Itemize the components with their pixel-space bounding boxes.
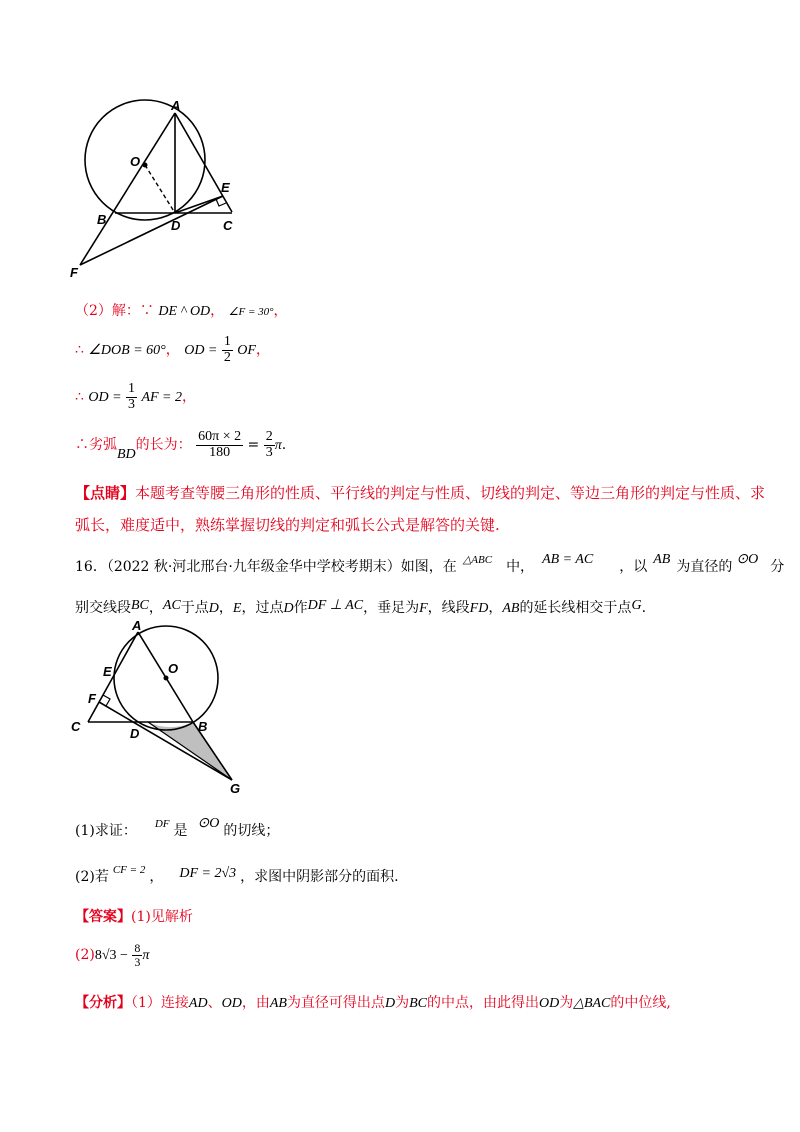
fig1-line-DE — [175, 196, 223, 213]
q2-cf: CF = 2 — [112, 864, 146, 876]
arc-text: ∴劣弧 — [75, 437, 117, 454]
arc-text-2: 的长为： — [135, 437, 192, 454]
fig2-label-G: G — [230, 781, 241, 795]
p16-l2f: 作 — [293, 600, 308, 616]
figure-2-circle-triangle — [60, 615, 270, 795]
problem-16-line-2 — [75, 597, 646, 617]
solution-line-4 — [75, 429, 287, 463]
p16-l2c: 于点 — [180, 600, 209, 616]
tri-abc: △ABC — [462, 554, 493, 566]
q2-a: (2)若 — [75, 869, 109, 885]
ab-eq-ac: AB = AC — [542, 552, 594, 567]
fig1-point-O — [143, 163, 148, 168]
p16-t2: ，以 — [619, 559, 648, 575]
fig2-line-FG — [99, 702, 232, 780]
end-2: ， — [255, 342, 270, 359]
q2-b: ， — [149, 869, 164, 885]
analysis-tag: 【分析】 — [75, 995, 131, 1011]
p16-l2i: ， — [488, 600, 503, 616]
p16-l2a: 别交线段 — [75, 600, 131, 616]
answer-2-expr: 8√3 − — [94, 948, 128, 964]
p16-l2b: ， — [148, 600, 163, 616]
answer-1: (1)见解析 — [131, 909, 193, 925]
arc-bd: BD — [117, 447, 136, 463]
frac-1-2: $\frac{1}{2}$ — [223, 334, 231, 365]
therefore-3: ∴ — [75, 389, 84, 406]
frac-2-3: $\frac{2}{3}$ — [265, 429, 273, 460]
g: G — [631, 598, 642, 613]
sol-cond1: DE ^ OD — [158, 304, 211, 319]
p16-l2k: . — [641, 600, 647, 616]
p16-l2e: ，过点 — [241, 600, 284, 616]
an-ab: AB — [269, 996, 287, 1011]
question-1 — [75, 816, 280, 840]
problem-source: （2022 秋·河北邢台·九年级金华中学校考期末）如图，在 — [106, 559, 457, 575]
p16-t4: 分 — [770, 559, 785, 575]
solution-line-1 — [75, 300, 288, 320]
p16-l2g: ，垂足为 — [363, 600, 420, 616]
arc-pi: π — [274, 438, 282, 454]
an-t7: 为 — [559, 995, 574, 1011]
d: D — [208, 601, 219, 616]
arc-eq: = — [247, 437, 260, 454]
e: E — [232, 601, 242, 616]
q1-c: 的切线； — [223, 823, 280, 839]
sol-prefix: （2）解：∵ — [75, 303, 154, 319]
q1-b: 是 — [173, 823, 188, 839]
fig2-label-O: O — [168, 661, 179, 676]
analysis-line-1 — [75, 992, 671, 1012]
comment-text-1: 本题考查等腰三角形的性质、平行线的判定与性质、切线的判定、等边三角形的判定与性质、求 — [135, 484, 766, 502]
solution-line-2 — [75, 335, 270, 365]
fig1-label-C: C — [223, 218, 233, 233]
p16-t1: 中， — [506, 559, 535, 575]
sol-cond2: ∠F = 30° — [228, 306, 274, 318]
comment-line-1 — [75, 482, 765, 503]
figure-1-circle-triangle — [60, 95, 260, 285]
q2-df: DF = 2√3 — [179, 866, 237, 881]
fig1-line-AC — [175, 113, 232, 212]
df-perp-ac: DF ⊥ AC — [307, 598, 364, 613]
solution-line-3 — [75, 382, 196, 412]
f: F — [419, 601, 428, 616]
ab-2: AB — [502, 601, 520, 616]
fig2-label-F: F — [88, 691, 96, 706]
p16-l2h: ，线段 — [427, 600, 470, 616]
answer-line-1 — [75, 906, 193, 926]
answer-2-pi: π — [142, 948, 150, 964]
an-t6: 的中点，由此得出 — [426, 995, 539, 1011]
sep-2: ， — [165, 342, 180, 359]
answer-line-2 — [75, 942, 149, 968]
answer-tag: 【答案】 — [75, 909, 131, 925]
an-t8: 的中位线, — [610, 995, 671, 1011]
fig2-label-E: E — [103, 664, 112, 679]
answer-2-pre: (2) — [75, 947, 95, 964]
of: OF — [237, 343, 256, 359]
bc: BC — [131, 598, 149, 613]
sol-sep1: ， — [210, 303, 225, 319]
fig2-label-C: C — [71, 719, 81, 734]
an-bc: BC — [409, 996, 427, 1011]
sol-end1: ， — [273, 303, 288, 319]
circle-o: ⊙O — [736, 552, 759, 567]
angle-dob: ∠DOB = 60° — [88, 343, 166, 359]
comment-line-2: 弧长，难度适中，熟练掌握切线的判定和弧长公式是解答的关键. — [75, 516, 500, 534]
od-eq-3: OD = — [88, 390, 122, 406]
q1-circle: ⊙O — [197, 816, 220, 831]
p16-l2j: 的延长线相交于点 — [519, 600, 632, 616]
ac: AC — [162, 598, 181, 613]
problem-16-line-1 — [75, 552, 785, 576]
d2: D — [283, 601, 294, 616]
fig1-label-F: F — [70, 265, 78, 280]
od-eq: OD = — [184, 343, 218, 359]
fd: FD — [469, 601, 489, 616]
an-t4: 为直径可得出点 — [286, 995, 385, 1011]
an-od2: OD — [538, 996, 560, 1011]
p16-l2d: ， — [218, 600, 233, 616]
fig2-line-AC — [88, 632, 138, 722]
fig1-label-E: E — [221, 180, 230, 195]
fig1-label-O: O — [130, 154, 141, 169]
frac-arc: $\frac{60\pi \times 2}{180}$ — [198, 429, 242, 460]
q1-a: (1)求证： — [75, 823, 137, 839]
frac-1-3: $\frac{1}{3}$ — [128, 381, 135, 412]
fig1-label-D: D — [171, 218, 181, 233]
an-ad: AD — [188, 996, 208, 1011]
end-4: . — [281, 437, 287, 454]
an-d: D — [384, 996, 396, 1011]
q2-c: ，求图中阴影部分的面积. — [240, 869, 399, 885]
an-t2: 、 — [207, 995, 222, 1011]
fig1-dashed-OD — [145, 165, 175, 213]
p16-t3: 为直径的 — [676, 559, 733, 575]
an-t5: 为 — [395, 995, 410, 1011]
therefore-2: ∴ — [75, 342, 84, 359]
fig2-label-A: A — [132, 618, 142, 633]
fig2-label-B: B — [198, 719, 208, 734]
af-eq: AF = 2 — [141, 390, 183, 406]
question-2 — [75, 866, 399, 886]
an-t1: （1）连接 — [131, 995, 189, 1011]
comment-tag: 【点睛】 — [75, 484, 136, 502]
ab-1: AB — [653, 552, 671, 567]
an-bac: △BAC — [573, 996, 611, 1011]
frac-8-3: $\frac{8}{3}$ — [134, 941, 141, 969]
problem-number: 16． — [75, 559, 107, 575]
end-3: ， — [182, 389, 197, 406]
fig1-label-B: B — [97, 212, 107, 227]
q1-df: DF — [154, 818, 170, 830]
an-t3: ，由 — [241, 995, 270, 1011]
fig2-point-O — [164, 676, 169, 681]
fig2-label-D: D — [130, 726, 140, 741]
an-od: OD — [221, 996, 242, 1011]
fig1-label-A: A — [171, 98, 181, 113]
